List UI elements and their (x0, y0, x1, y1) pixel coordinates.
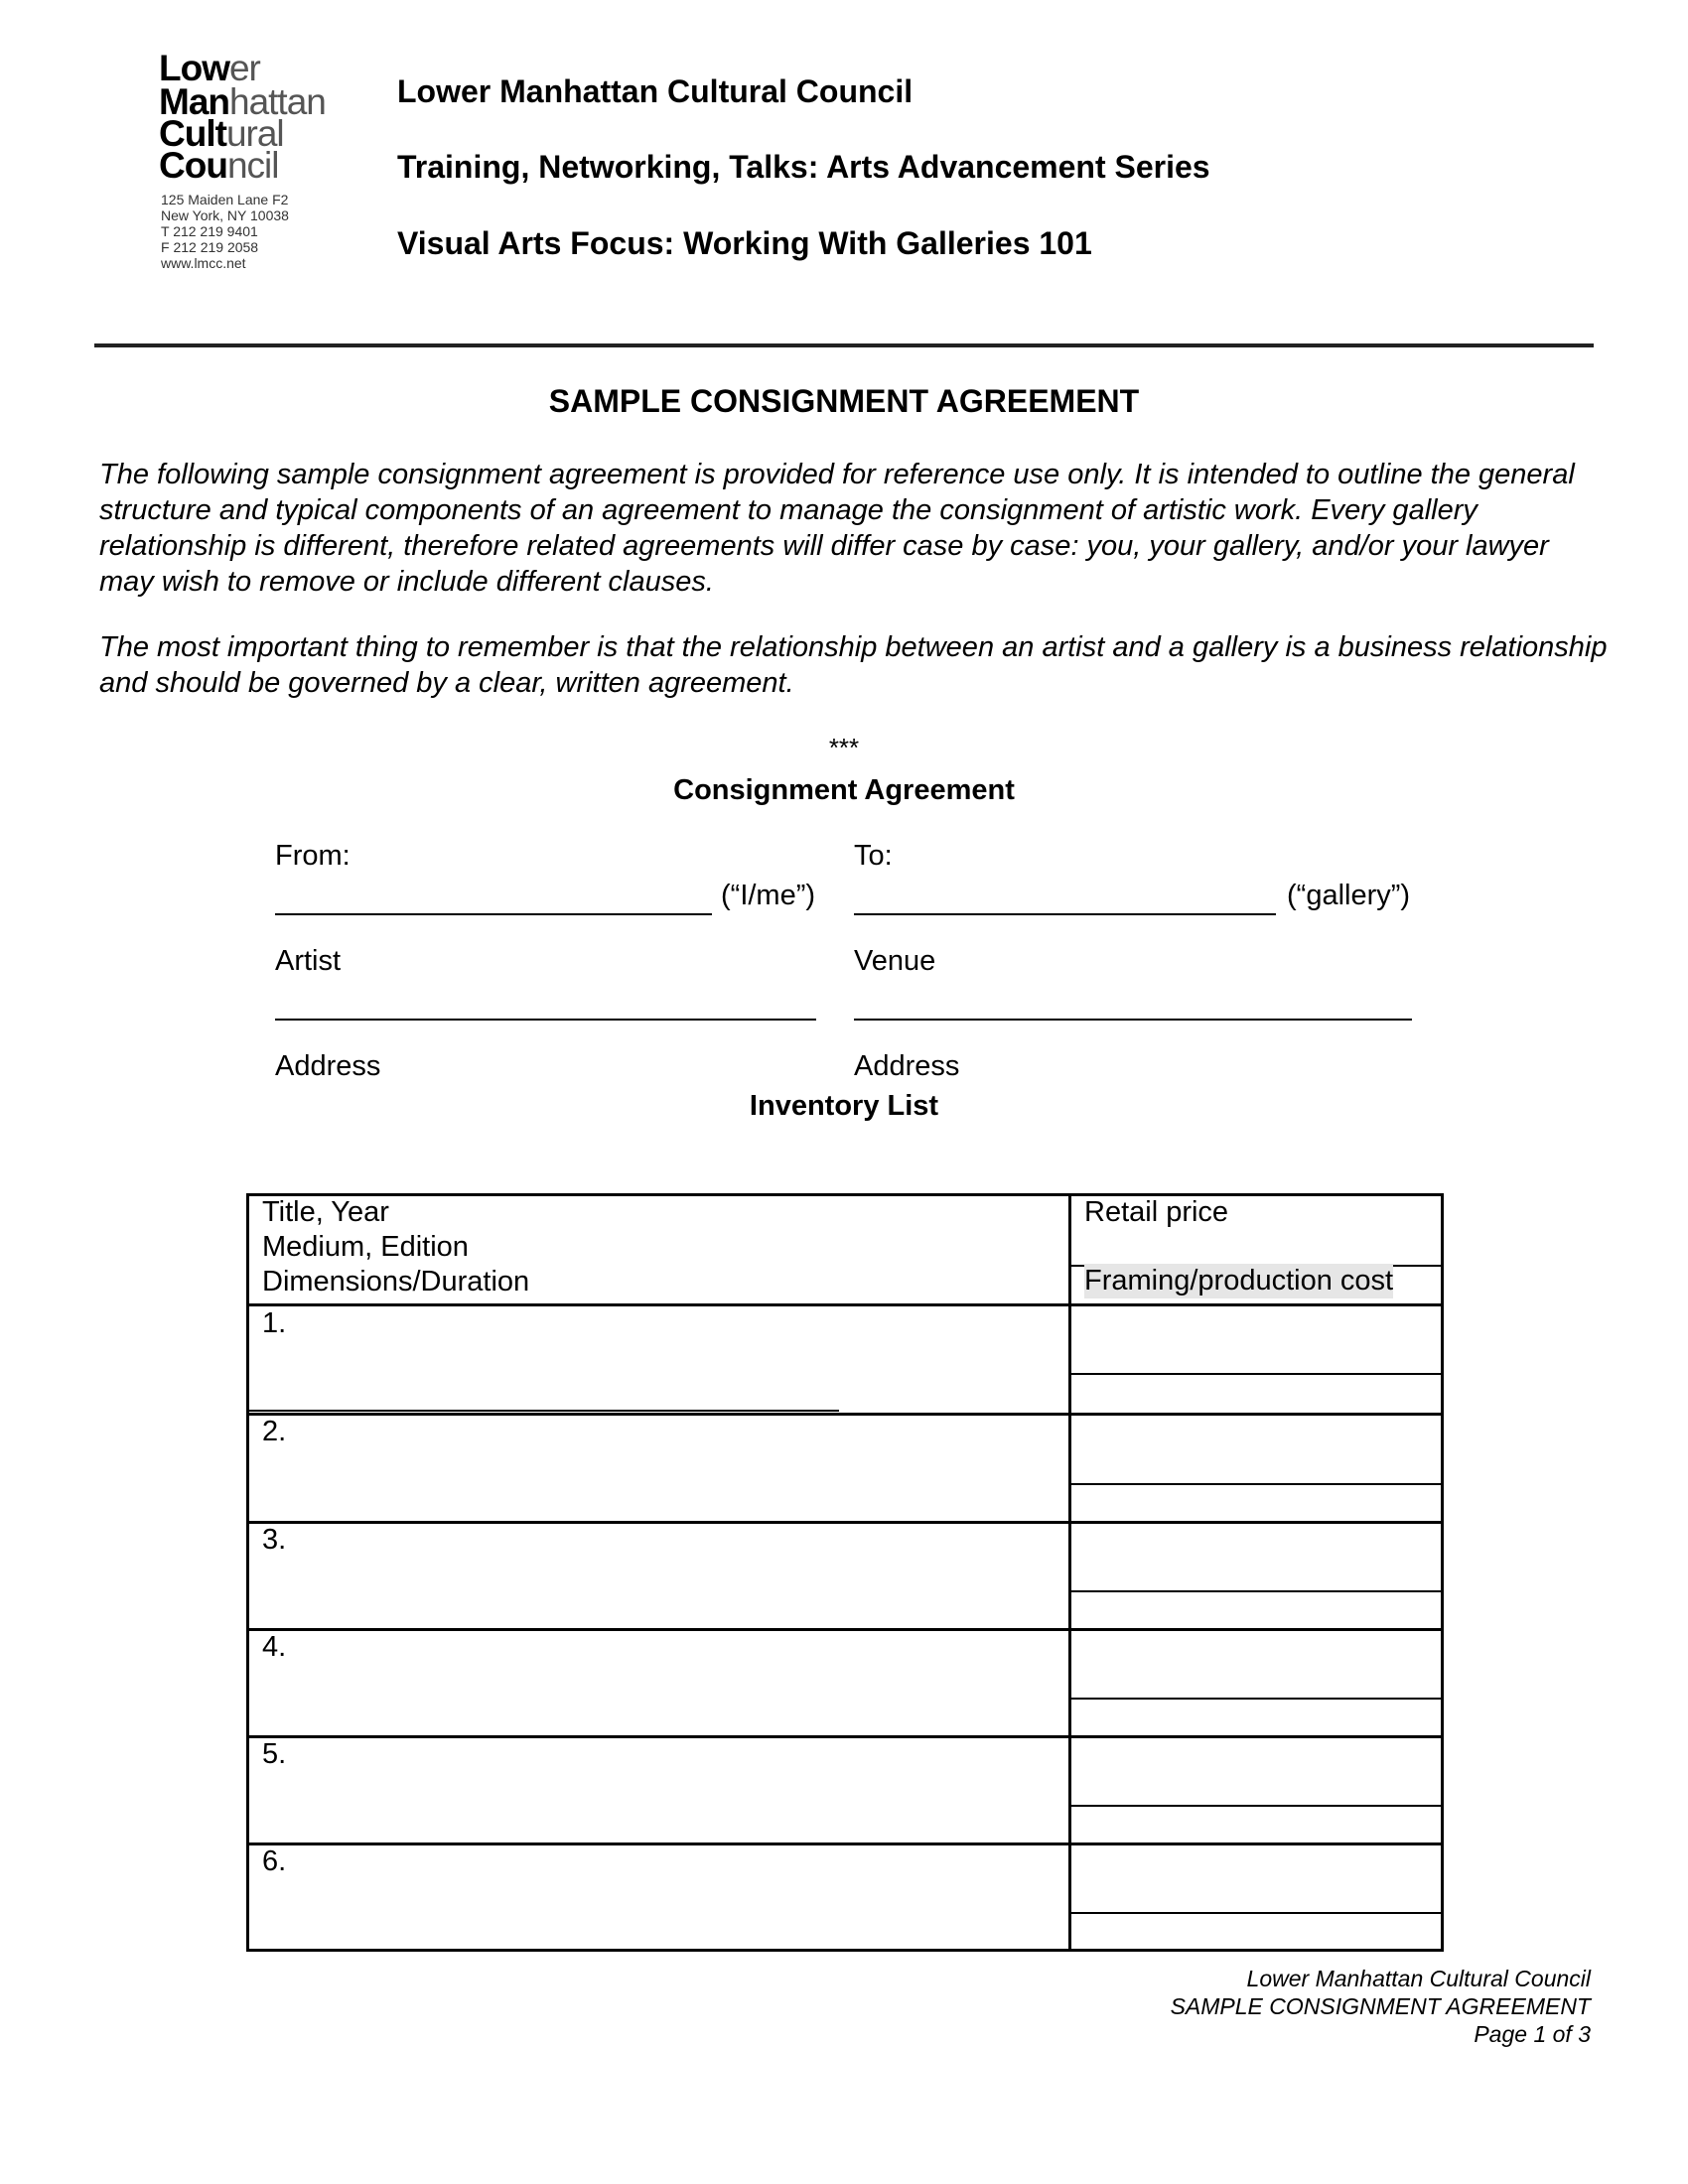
venue-address-field[interactable] (854, 1019, 1412, 1021)
address-line: New York, NY 10038 (161, 207, 289, 223)
address-line: T 212 219 9401 (161, 223, 258, 239)
header-divider (94, 343, 1594, 347)
table-border-bottom (246, 1949, 1444, 1952)
agreement-heading: Consignment Agreement (673, 774, 1015, 806)
table-row-divider (246, 1628, 1444, 1631)
from-suffix: (“I/me”) (721, 880, 816, 911)
intro-paragraph-1: The following sample consignment agreement is provided for reference use only. It is intended to outline the general structure and typical components of an agreement to manage the consignment of artistic work. Every gallery relationship is different, therefore related agreements will differ case by case: you, your gallery, and/or your lawyer may wish to remove or include different clauses. (99, 459, 1575, 598)
row-underline (248, 1410, 839, 1412)
address-line: www.lmcc.net (161, 255, 246, 271)
column-header-artwork (262, 1195, 529, 1299)
table-row-divider (246, 1303, 1444, 1306)
artist-label: Artist (275, 945, 342, 977)
logo-text: Cou (159, 145, 227, 186)
logo-text: ural (225, 113, 284, 154)
header-session: Visual Arts Focus: Working With Galleries 101 (397, 225, 1092, 261)
venue-label: Venue (854, 945, 936, 977)
header-line: Medium, Edition (262, 1231, 469, 1263)
table-row-divider (246, 1413, 1444, 1416)
table-row-divider (246, 1735, 1444, 1738)
logo-address (161, 192, 289, 271)
document-title: SAMPLE CONSIGNMENT AGREEMENT (548, 383, 1140, 419)
price-subdivider (1070, 1912, 1442, 1914)
logo-text: ncil (226, 145, 279, 186)
to-label: To: (854, 840, 893, 872)
row-number: 5. (262, 1738, 287, 1770)
header-series: Training, Networking, Talks: Arts Advancement Series (397, 149, 1210, 185)
footer-doc: SAMPLE CONSIGNMENT AGREEMENT (1170, 1993, 1591, 2019)
address-line: 125 Maiden Lane F2 (161, 192, 289, 207)
logo-text: hattan (229, 81, 326, 122)
row-number: 6. (262, 1845, 287, 1877)
header-org: Lower Manhattan Cultural Council (397, 73, 914, 109)
logo-text: Cult (159, 113, 226, 154)
footer-org: Lower Manhattan Cultural Council (1246, 1966, 1591, 1991)
logo-line-1 (159, 48, 260, 88)
separator: *** (828, 733, 860, 762)
logo-text: Low (159, 48, 229, 88)
table-row-divider (246, 1521, 1444, 1524)
logo-text: Man (159, 81, 229, 122)
footer-page: Page 1 of 3 (1474, 2021, 1591, 2047)
logo-text: er (228, 48, 260, 88)
row-number: 2. (262, 1416, 287, 1447)
column-header-retail-price: Retail price (1084, 1196, 1229, 1228)
artist-address-field[interactable] (275, 1019, 816, 1021)
column-header-production-cost: Framing/production cost (1084, 1265, 1394, 1297)
price-subdivider (1070, 1698, 1442, 1700)
row-number: 1. (262, 1307, 287, 1339)
price-subdivider (1070, 1590, 1442, 1592)
table-border-left (246, 1193, 249, 1952)
address-right-label: Address (854, 1050, 960, 1082)
header-line: Title, Year (262, 1196, 389, 1228)
table-column-divider (1068, 1193, 1071, 1952)
price-subdivider (1070, 1373, 1442, 1375)
address-left-label: Address (275, 1050, 381, 1082)
inventory-heading: Inventory List (749, 1090, 939, 1122)
table-row-divider (246, 1843, 1444, 1845)
row-number: 4. (262, 1631, 287, 1663)
logo-line-4 (159, 145, 279, 186)
price-subdivider (1070, 1805, 1442, 1807)
header-line: Dimensions/Duration (262, 1266, 530, 1297)
address-line: F 212 219 2058 (161, 239, 259, 255)
to-suffix: (“gallery”) (1287, 880, 1411, 911)
from-label: From: (275, 840, 351, 872)
from-name-field[interactable] (275, 913, 712, 915)
row-number: 3. (262, 1524, 287, 1556)
to-name-field[interactable] (854, 913, 1276, 915)
intro-paragraph-2: The most important thing to remember is that the relationship between an artist and a gallery is a business relationship and should be governed by a clear, written agreement. (99, 631, 1608, 699)
table-border-right (1441, 1193, 1444, 1952)
price-subdivider (1070, 1483, 1442, 1485)
